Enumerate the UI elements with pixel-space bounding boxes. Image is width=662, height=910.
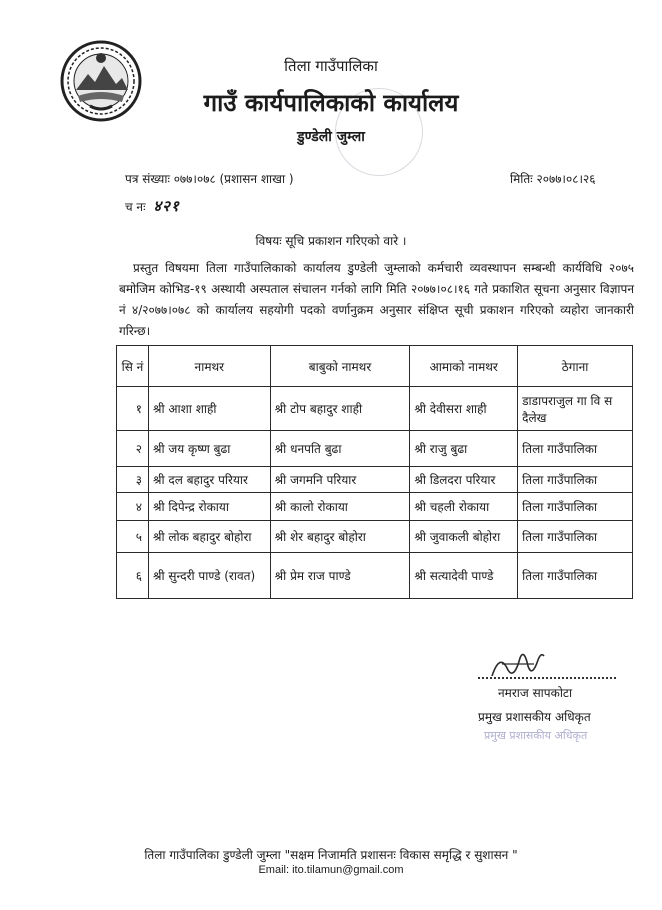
reference-number: पत्र संख्याः ०७७।०७८ (प्रशासन शाखा ): [125, 172, 294, 186]
cell-name: श्री जय कृष्ण बुढा: [148, 431, 270, 467]
signature-line: [478, 676, 616, 679]
table-row: [117, 467, 633, 493]
cell-father-name: श्री कालो रोकाया: [270, 493, 410, 521]
office-address: डुण्डेली जुम्ला: [297, 129, 365, 145]
column-header-father-name: बाबुको नामथर: [270, 346, 410, 387]
cell-name: श्री लोक बहादुर बोहोरा: [148, 521, 270, 553]
column-header-mother-name: आमाको नामथर: [410, 346, 518, 387]
table-row: [117, 387, 633, 431]
cell-serial: ४: [117, 493, 149, 521]
candidate-table: [116, 345, 633, 599]
cell-address: डाडापराजुल गा वि स दैलेख: [518, 387, 633, 431]
table-row: [117, 431, 633, 467]
cell-father-name: श्री प्रेम राज पाण्डे: [270, 553, 410, 599]
cell-name: श्री दल बहादुर परियार: [148, 467, 270, 493]
cell-name: श्री दिपेन्द्र रोकाया: [148, 493, 270, 521]
cell-name: श्री सुन्दरी पाण्डे (रावत): [148, 553, 270, 599]
cell-name: श्री आशा शाही: [148, 387, 270, 431]
cell-mother-name: श्री डिलदरा परियार: [410, 467, 518, 493]
cell-mother-name: श्री सत्यादेवी पाण्डे: [410, 553, 518, 599]
cell-father-name: श्री टोप बहादुर शाही: [270, 387, 410, 431]
column-header-address: ठेगाना: [518, 346, 633, 387]
cell-mother-name: श्री देवीसरा शाही: [410, 387, 518, 431]
table-header-row: [117, 346, 633, 387]
cell-mother-name: श्री चहली रोकाया: [410, 493, 518, 521]
dispatch-label: च नः: [125, 200, 146, 214]
letter-date: मितिः २०७७।०८।२६: [510, 172, 596, 186]
cell-serial: ३: [117, 467, 149, 493]
office-name: तिला गाउँपालिका: [284, 57, 378, 75]
cell-father-name: श्री जगमनि परियार: [270, 467, 410, 493]
office-title: गाउँ कार्यपालिकाको कार्यालय: [203, 89, 459, 117]
cell-serial: ५: [117, 521, 149, 553]
column-header-serial: सि नं: [117, 346, 149, 387]
signatory-title: प्रमुख प्रशासकीय अधिकृत: [478, 710, 591, 724]
cell-serial: १: [117, 387, 149, 431]
cell-address: तिला गाउँपालिका: [518, 553, 633, 599]
footer-slogan: तिला गाउँपालिका डुण्डेली जुम्ला "सक्षम निजामति प्रशासनः विकास समृद्धि र सुशासन ": [144, 848, 518, 862]
cell-serial: ६: [117, 553, 149, 599]
cell-mother-name: श्री राजु बुढा: [410, 431, 518, 467]
table-row: [117, 493, 633, 521]
table-row: [117, 553, 633, 599]
cell-address: तिला गाउँपालिका: [518, 493, 633, 521]
signature-icon: [486, 646, 548, 686]
dispatch-number: [125, 196, 180, 216]
cell-address: तिला गाउँपालिका: [518, 431, 633, 467]
signatory-name: नमराज सापकोटा: [498, 686, 573, 700]
column-header-name: नामथर: [148, 346, 270, 387]
cell-serial: २: [117, 431, 149, 467]
cell-father-name: श्री शेर बहादुर बोहोरा: [270, 521, 410, 553]
cell-address: तिला गाउँपालिका: [518, 521, 633, 553]
footer-email: Email: ito.tilamun@gmail.com: [258, 864, 404, 876]
letter-body: प्रस्तुत विषयमा तिला गाउँपालिकाको कार्यालय डुण्डेली जुम्लाको कर्मचारी व्यवस्थापन सम्बन्धी कार्यविधि २०७५ बमोजिम कोभिड-१९ अस्थायी अस्पताल संचालन गर्नको लागि मिति २०७७।०८।१६ गते प्रकाशित सूचना अनुसार विज्ञापन नं ४/२०७७।०७८ को कार्यालय सहयोगी पदको वर्णानुक्रम अनुसार संक्षिप्त सूची प्रकाशन गरिएको व्यहोरा जानकारी गरिन्छ।: [119, 261, 634, 338]
cell-address: तिला गाउँपालिका: [518, 467, 633, 493]
dispatch-value: ४२१: [153, 197, 180, 215]
cell-mother-name: श्री जुवाकली बोहोरा: [410, 521, 518, 553]
official-stamp-text: प्रमुख प्रशासकीय अधिकृत: [484, 729, 588, 742]
table-row: [117, 521, 633, 553]
cell-father-name: श्री धनपति बुढा: [270, 431, 410, 467]
subject-line: विषयः सूचि प्रकाशन गरिएको वारे ।: [255, 234, 407, 248]
